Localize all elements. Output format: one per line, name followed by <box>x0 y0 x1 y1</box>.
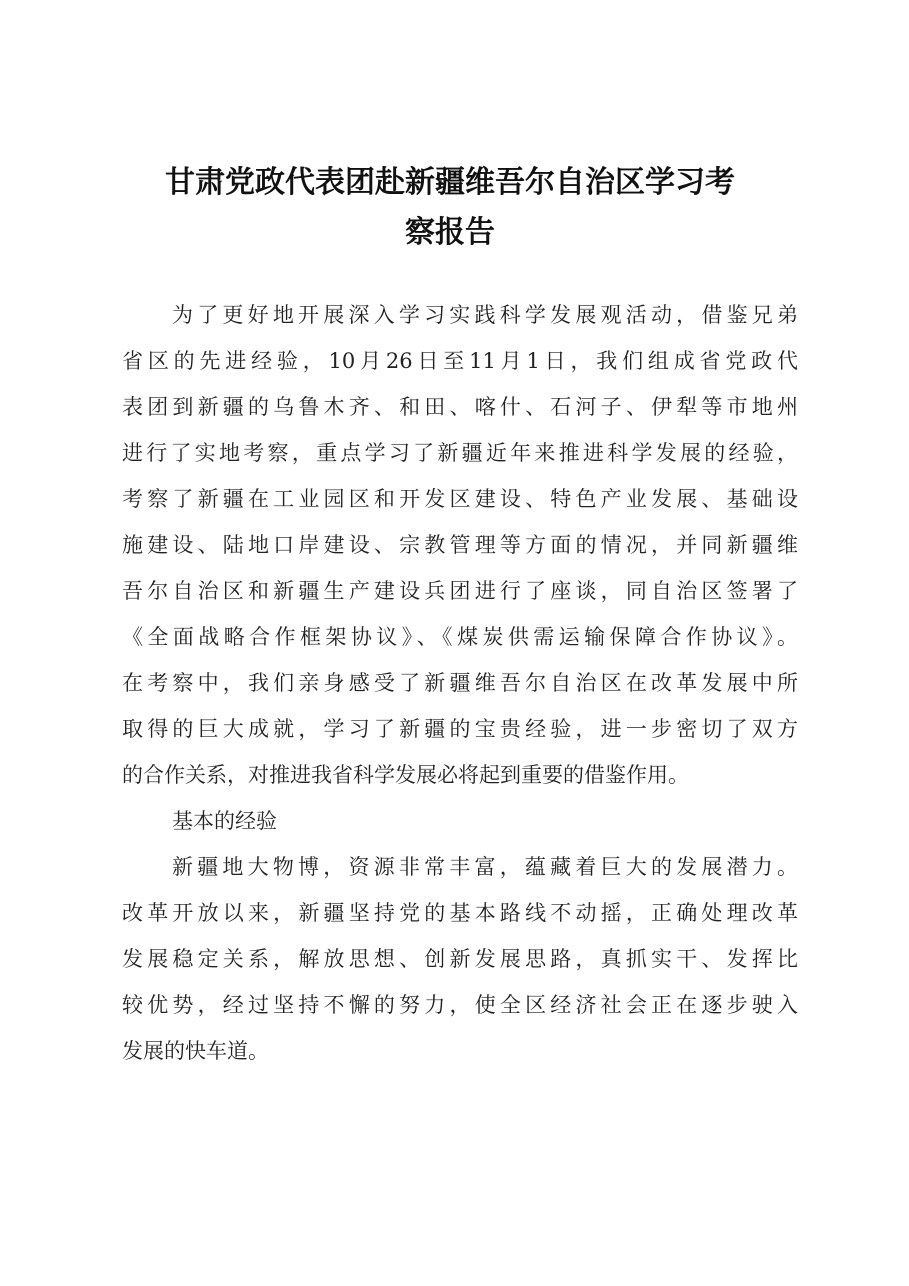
paragraph-line: 发展稳定关系，解放思想、创新发展思路，真抓实干、发挥比 <box>122 947 798 971</box>
paragraph-line: 考察了新疆在工业园区和开发区建设、特色产业发展、基础设 <box>122 487 798 511</box>
paragraph-line: 新疆地大物博，资源非常丰富，蕴藏着巨大的发展潜力。 <box>172 855 798 879</box>
paragraph-line: 《全面战略合作框架协议》、《煤炭供需运输保障合作协议》。 <box>122 625 798 649</box>
paragraph-1 <box>122 292 798 798</box>
title-line-2: 察报告 <box>405 215 495 250</box>
section-heading: 基本的经验 <box>172 809 277 833</box>
paragraph-line: 进行了实地考察，重点学习了新疆近年来推进科学发展的经验， <box>122 441 798 465</box>
paragraph-line: 施建设、陆地口岸建设、宗教管理等方面的情况，并同新疆维 <box>122 533 798 557</box>
paragraph-line: 表团到新疆的乌鲁木齐、和田、喀什、石河子、伊犁等市地州 <box>122 395 798 419</box>
paragraph-line: 改革开放以来，新疆坚持党的基本路线不动摇，正确处理改革 <box>122 901 798 925</box>
paragraph-line: 的合作关系，对推进我省科学发展必将起到重要的借鉴作用。 <box>122 763 689 787</box>
document-title <box>110 158 790 258</box>
paragraph-line: 在考察中，我们亲身感受了新疆维吾尔自治区在改革发展中所 <box>122 671 798 695</box>
paragraph-line: 取得的巨大成就，学习了新疆的宝贵经验，进一步密切了双方 <box>122 717 798 741</box>
paragraph-line: 发展的快车道。 <box>122 1039 269 1063</box>
title-line-1: 甘肃党政代表团赴新疆维吾尔自治区学习考 <box>165 165 735 200</box>
paragraph-line: 较优势，经过坚持不懈的努力，使全区经济社会正在逐步驶入 <box>122 993 798 1017</box>
paragraph-line: 吾尔自治区和新疆生产建设兵团进行了座谈，同自治区签署了 <box>122 579 798 603</box>
document-body <box>122 292 798 1074</box>
paragraph-2 <box>122 844 798 1074</box>
paragraph-line: 省区的先进经验，10月26日至11月1日，我们组成省党政代 <box>122 349 798 373</box>
paragraph-line: 为了更好地开展深入学习实践科学发展观活动，借鉴兄弟 <box>172 303 798 327</box>
